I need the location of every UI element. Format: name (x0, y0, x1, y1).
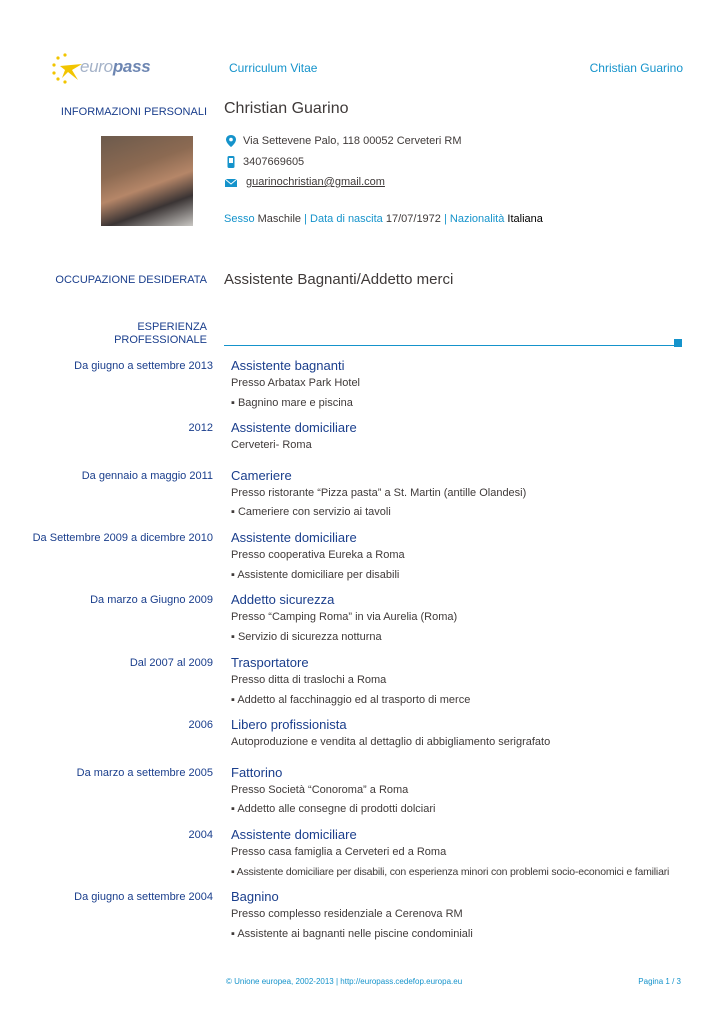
europass-logo (52, 52, 162, 84)
job-place: Presso Società “Conoroma” a Roma (231, 784, 409, 796)
section-divider (224, 345, 674, 346)
phone: 3407669605 (243, 156, 305, 168)
job-title: Assistente bagnanti (231, 358, 345, 373)
phone-icon (225, 156, 237, 168)
birth-value: 17/07/1972 (385, 213, 441, 225)
job-title: Bagnino (231, 889, 279, 904)
location-pin-icon (225, 135, 237, 147)
job-bullet: ▪ Cameriere con servizio ai tavoli (231, 506, 391, 518)
job-date: Da gennaio a maggio 2011 (81, 470, 213, 482)
job-date: Da Settembre 2009 a dicembre 2010 (32, 532, 213, 544)
doc-title: Curriculum Vitae (229, 61, 318, 75)
desired-section-label: OCCUPAZIONE DESIDERATA (55, 274, 207, 286)
job-place: Cerveteri- Roma (231, 439, 312, 451)
sex-label: Sesso (224, 213, 255, 225)
separator: | (443, 213, 447, 225)
job-title: Libero profissionista (231, 717, 347, 732)
profile-photo (101, 136, 193, 226)
job-place: Presso complesso residenziale a Cerenova RM (231, 908, 463, 920)
job-date: Da giugno a settembre 2004 (74, 891, 213, 903)
job-title: Assistente domiciliare (231, 827, 357, 842)
job-bullet: ▪ Bagnino mare e piscina (231, 397, 353, 409)
job-place: Presso ristorante “Pizza pasta” a St. Martin (antille Olandesi) (231, 487, 527, 499)
nationality-value: Italiana (507, 213, 543, 225)
job-date: 2006 (188, 719, 213, 731)
full-name: Christian Guarino (224, 100, 349, 117)
job-title: Trasportatore (231, 655, 309, 670)
job-place: Autoproduzione e vendita al dettaglio di abbigliamento serigrafato (231, 736, 551, 748)
job-bullet: ▪ Assistente ai bagnanti nelle piscine condominiali (231, 928, 473, 940)
job-title: Assistente domiciliare (231, 530, 357, 545)
job-bullet: ▪ Addetto alle consegne di prodotti dolciari (231, 803, 436, 815)
desired-occupation: Assistente Bagnanti/Addetto merci (224, 271, 454, 288)
job-date: Da giugno a settembre 2013 (74, 360, 213, 372)
email-icon (225, 177, 237, 189)
job-title: Assistente domiciliare (231, 420, 357, 435)
job-place: Presso casa famiglia a Cerveteri ed a Roma (231, 846, 447, 858)
job-date: Dal 2007 al 2009 (129, 657, 213, 669)
logo-suffix: pass (112, 57, 151, 76)
job-bullet: ▪ Addetto al facchinaggio ed al trasporto di merce (231, 694, 471, 706)
sex-value: Maschile (257, 213, 302, 225)
address: Via Settevene Palo, 118 00052 Cerveteri RM (243, 135, 462, 147)
job-date: Da marzo a settembre 2005 (76, 767, 213, 779)
personal-section-label: INFORMAZIONI PERSONALI (60, 106, 207, 118)
birth-label: Data di nascita (310, 213, 383, 225)
footer-copyright[interactable]: © Unione europea, 2002-2013 | http://europass.cedefop.europa.eu (226, 977, 463, 986)
job-date: 2004 (188, 829, 213, 841)
header-person-name: Christian Guarino (589, 61, 683, 75)
page-number: Pagina 1 / 3 (638, 977, 681, 986)
email-link[interactable]: guarinochristian@gmail.com (246, 176, 385, 188)
job-date: 2012 (188, 422, 213, 434)
job-place: Presso Arbatax Park Hotel (231, 377, 361, 389)
job-date: Da marzo a Giugno 2009 (90, 594, 213, 606)
personal-details (224, 213, 543, 225)
job-bullet: ▪ Assistente domiciliare per disabili, con esperienza minori con problemi socio-economici e familiari (231, 866, 670, 878)
job-bullet: ▪ Servizio di sicurezza notturna (231, 631, 382, 643)
experience-label-line1: ESPERIENZA (137, 321, 207, 333)
job-place: Presso “Camping Roma” in via Aurelia (Roma) (231, 611, 458, 623)
job-bullet: ▪ Assistente domiciliare per disabili (231, 569, 400, 581)
job-title: Fattorino (231, 765, 283, 780)
job-place: Presso ditta di traslochi a Roma (231, 674, 387, 686)
separator: | (304, 213, 307, 225)
job-place: Presso cooperativa Eureka a Roma (231, 549, 405, 561)
job-title: Cameriere (231, 468, 292, 483)
logo-prefix: euro (80, 57, 113, 76)
divider-square (674, 339, 682, 347)
job-title: Addetto sicurezza (231, 592, 335, 607)
nationality-label: Nazionalità (449, 213, 505, 225)
experience-label-line2: PROFESSIONALE (114, 334, 207, 346)
